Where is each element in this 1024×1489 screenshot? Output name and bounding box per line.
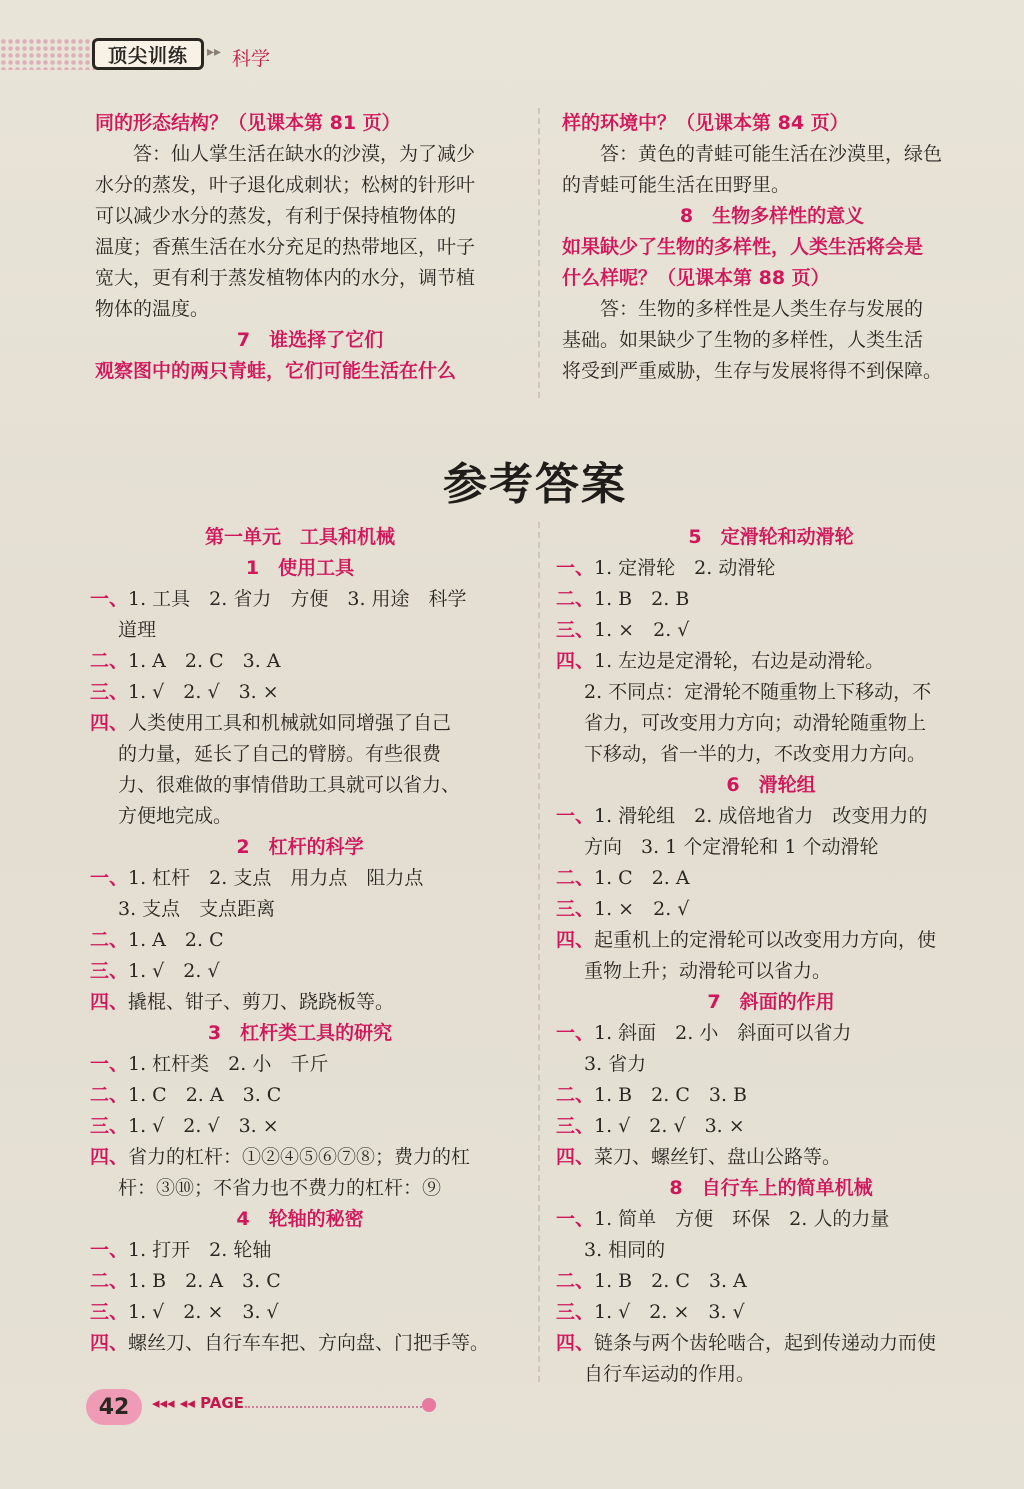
item-text: 1. 斜面 2. 小 斜面可以省力 bbox=[594, 1022, 852, 1044]
section-heading: 3 杠杆类工具的研究 bbox=[207, 1022, 393, 1044]
answer-continuation: 下移动，省一半的力，不改变用力方向。 bbox=[584, 743, 927, 765]
item-text: 1. 杠杆 2. 支点 用力点 阻力点 bbox=[128, 867, 424, 889]
section-heading: 4 轮轴的秘密 bbox=[236, 1208, 364, 1230]
answer-list bbox=[556, 1018, 986, 1173]
answer-item bbox=[556, 1111, 986, 1142]
answer-list bbox=[556, 1204, 986, 1390]
section-heading: 8 自行车上的简单机械 bbox=[669, 1177, 873, 1199]
page-number: 42 bbox=[86, 1389, 142, 1425]
item-text: 1. C 2. A 3. C bbox=[128, 1084, 282, 1106]
answer-line: 温度；香蕉生活在水分充足的热带地区，叶子 bbox=[95, 236, 476, 258]
question-tail: 同的形态结构？（见课本第 81 页） bbox=[95, 112, 401, 134]
answer-item bbox=[556, 646, 986, 677]
answer-item bbox=[556, 1204, 986, 1235]
item-text: 1. √ 2. √ bbox=[128, 960, 220, 982]
answer-continuation: 3. 相同的 bbox=[584, 1239, 666, 1261]
item-number: 三、 bbox=[90, 960, 129, 982]
page-label: ◂◂◂ ◂◂ PAGE bbox=[152, 1394, 244, 1412]
answer-item bbox=[90, 646, 510, 677]
column-divider bbox=[538, 522, 540, 1382]
header-arrow-icon: ▸▸ bbox=[207, 44, 222, 60]
answer-line: 物体的温度。 bbox=[95, 298, 210, 320]
section-heading: 2 杠杆的科学 bbox=[236, 836, 364, 858]
question-tail: 样的环境中？（见课本第 84 页） bbox=[562, 112, 849, 134]
answer-item bbox=[556, 1266, 986, 1297]
item-number: 二、 bbox=[556, 1270, 595, 1292]
answer-continuation: 3. 支点 支点距离 bbox=[118, 898, 276, 920]
answer-continuation: 省力，可改变用力方向；动滑轮随重物上 bbox=[584, 712, 927, 734]
answer-item bbox=[556, 553, 986, 584]
question: 如果缺少了生物的多样性，人类生活将会是 bbox=[562, 236, 924, 258]
item-text: 螺丝刀、自行车车把、方向盘、门把手等。 bbox=[128, 1332, 490, 1354]
answer-item bbox=[90, 987, 510, 1018]
item-text: 1. B 2. C 3. B bbox=[594, 1084, 747, 1106]
item-number: 三、 bbox=[90, 681, 129, 703]
item-number: 二、 bbox=[556, 867, 595, 889]
answer-continuation: 方向 3. 1 个定滑轮和 1 个动滑轮 bbox=[584, 836, 879, 858]
item-number: 一、 bbox=[90, 867, 129, 889]
answer-item bbox=[556, 1080, 986, 1111]
item-number: 二、 bbox=[90, 650, 129, 672]
item-text: 1. B 2. C 3. A bbox=[594, 1270, 747, 1292]
answer-item bbox=[90, 1297, 510, 1328]
answer-list bbox=[556, 553, 986, 770]
item-text: 1. √ 2. √ 3. × bbox=[128, 681, 279, 703]
item-number: 二、 bbox=[556, 588, 595, 610]
answer-line: 水分的蒸发，叶子退化成刺状；松树的针形叶 bbox=[95, 174, 476, 196]
answer-item bbox=[90, 1111, 510, 1142]
answer-line: 的青蛙可能生活在田野里。 bbox=[562, 174, 791, 196]
item-number: 一、 bbox=[90, 1239, 129, 1261]
footer-dot-icon bbox=[422, 1398, 436, 1412]
item-text: 1. 简单 方便 环保 2. 人的力量 bbox=[594, 1208, 890, 1230]
answer-item bbox=[556, 1328, 986, 1359]
answer-item bbox=[556, 1142, 986, 1173]
item-text: 1. × 2. √ bbox=[594, 619, 690, 641]
item-number: 二、 bbox=[90, 929, 129, 951]
answer-continuation: 道理 bbox=[118, 619, 157, 641]
item-text: 1. 杠杆类 2. 小 千斤 bbox=[128, 1053, 329, 1075]
unit-heading: 第一单元 工具和机械 bbox=[204, 526, 395, 548]
item-text: 1. B 2. A 3. C bbox=[128, 1270, 281, 1292]
item-number: 一、 bbox=[556, 805, 595, 827]
item-text: 起重机上的定滑轮可以改变用力方向，使 bbox=[594, 929, 937, 951]
answer-continuation: 杆：③⑩；不省力也不费力的杠杆：⑨ bbox=[118, 1177, 442, 1199]
answer-item bbox=[556, 801, 986, 832]
item-text: 1. 打开 2. 轮轴 bbox=[128, 1239, 272, 1261]
answer-line: 答：生物的多样性是人类生存与发展的 bbox=[600, 298, 924, 320]
answer-list bbox=[90, 584, 510, 832]
item-number: 二、 bbox=[90, 1270, 129, 1292]
answer-item bbox=[556, 584, 986, 615]
answer-line: 将受到严重威胁，生存与发展将得不到保障。 bbox=[562, 360, 943, 382]
answer-continuation: 2. 不同点：定滑轮不随重物上下移动，不 bbox=[584, 681, 932, 703]
item-text: 菜刀、螺丝钉、盘山公路等。 bbox=[594, 1146, 842, 1168]
answer-list bbox=[556, 801, 986, 987]
answer-item bbox=[556, 894, 986, 925]
answer-item bbox=[90, 863, 510, 894]
question: 什么样呢？（见课本第 88 页） bbox=[562, 267, 830, 289]
answer-item bbox=[556, 1297, 986, 1328]
item-text: 人类使用工具和机械就如同增强了自己 bbox=[128, 712, 452, 734]
answer-list bbox=[90, 1235, 510, 1359]
item-text: 1. √ 2. √ 3. × bbox=[594, 1115, 745, 1137]
answer-continuation: 重物上升；动滑轮可以省力。 bbox=[584, 960, 832, 982]
answers-right-column bbox=[556, 522, 986, 1390]
answer-continuation: 的力量，延长了自己的臂膀。有些很费 bbox=[118, 743, 442, 765]
header-dot-pattern bbox=[0, 38, 95, 70]
answer-item bbox=[90, 1049, 510, 1080]
answer-item bbox=[90, 584, 510, 615]
item-text: 1. √ 2. √ 3. × bbox=[128, 1115, 279, 1137]
answers-left-column bbox=[90, 522, 510, 1359]
item-number: 一、 bbox=[90, 1053, 129, 1075]
answer-item bbox=[90, 956, 510, 987]
item-number: 二、 bbox=[90, 1084, 129, 1106]
item-number: 四、 bbox=[90, 1146, 129, 1168]
question: 观察图中的两只青蛙，它们可能生活在什么 bbox=[95, 360, 457, 382]
item-text: 链条与两个齿轮啮合，起到传递动力而使 bbox=[594, 1332, 937, 1354]
answer-item bbox=[556, 615, 986, 646]
item-number: 三、 bbox=[90, 1115, 129, 1137]
answer-item bbox=[556, 925, 986, 956]
answer-list bbox=[90, 863, 510, 1018]
item-number: 三、 bbox=[556, 619, 595, 641]
top-right-column bbox=[562, 108, 982, 387]
series-badge: 顶尖训练 bbox=[92, 38, 204, 70]
item-number: 一、 bbox=[556, 557, 595, 579]
item-text: 1. 工具 2. 省力 方便 3. 用途 科学 bbox=[128, 588, 467, 610]
answer-item bbox=[90, 925, 510, 956]
item-number: 四、 bbox=[90, 1332, 129, 1354]
subject-label: 科学 bbox=[232, 48, 271, 70]
item-text: 1. C 2. A bbox=[594, 867, 690, 889]
answer-continuation: 3. 省力 bbox=[584, 1053, 647, 1075]
answer-item bbox=[90, 1266, 510, 1297]
item-number: 四、 bbox=[556, 929, 595, 951]
section-heading: 7 斜面的作用 bbox=[707, 991, 835, 1013]
section-heading: 7 谁选择了它们 bbox=[236, 329, 384, 351]
answer-line: 答：黄色的青蛙可能生活在沙漠里，绿色 bbox=[600, 143, 943, 165]
answer-item bbox=[90, 1328, 510, 1359]
answer-item bbox=[90, 708, 510, 739]
item-text: 1. √ 2. × 3. √ bbox=[594, 1301, 745, 1323]
top-left-column bbox=[95, 108, 525, 387]
section-heading: 6 滑轮组 bbox=[726, 774, 816, 796]
item-number: 三、 bbox=[556, 898, 595, 920]
item-number: 一、 bbox=[90, 588, 129, 610]
answer-line: 答：仙人掌生活在缺水的沙漠，为了减少 bbox=[133, 143, 476, 165]
item-number: 二、 bbox=[556, 1084, 595, 1106]
answer-line: 宽大，更有利于蒸发植物体内的水分，调节植 bbox=[95, 267, 476, 289]
item-number: 四、 bbox=[556, 650, 595, 672]
answer-item bbox=[90, 1142, 510, 1173]
item-text: 1. B 2. B bbox=[594, 588, 690, 610]
answer-line: 基础。如果缺少了生物的多样性，人类生活 bbox=[562, 329, 924, 351]
item-number: 三、 bbox=[90, 1301, 129, 1323]
section-heading: 1 使用工具 bbox=[245, 557, 355, 579]
item-text: 1. × 2. √ bbox=[594, 898, 690, 920]
item-text: 1. A 2. C bbox=[128, 929, 224, 951]
answer-item bbox=[556, 1018, 986, 1049]
section-heading: 5 定滑轮和动滑轮 bbox=[688, 526, 854, 548]
answer-item bbox=[90, 677, 510, 708]
answer-continuation: 自行车运动的作用。 bbox=[584, 1363, 756, 1385]
answer-continuation: 力、很难做的事情借助工具就可以省力、 bbox=[118, 774, 461, 796]
section-heading: 8 生物多样性的意义 bbox=[679, 205, 865, 227]
answer-line: 可以减少水分的蒸发，有利于保持植物体的 bbox=[95, 205, 457, 227]
item-number: 四、 bbox=[556, 1332, 595, 1354]
answer-item bbox=[90, 1080, 510, 1111]
answer-continuation: 方便地完成。 bbox=[118, 805, 233, 827]
item-number: 三、 bbox=[556, 1115, 595, 1137]
column-divider bbox=[538, 108, 540, 398]
item-number: 一、 bbox=[556, 1208, 595, 1230]
item-text: 1. A 2. C 3. A bbox=[128, 650, 281, 672]
item-number: 一、 bbox=[556, 1022, 595, 1044]
answer-item bbox=[556, 863, 986, 894]
item-number: 四、 bbox=[556, 1146, 595, 1168]
item-number: 四、 bbox=[90, 991, 129, 1013]
item-number: 四、 bbox=[90, 712, 129, 734]
item-text: 1. 滑轮组 2. 成倍地省力 改变用力的 bbox=[594, 805, 928, 827]
item-text: 1. √ 2. × 3. √ bbox=[128, 1301, 279, 1323]
item-text: 1. 定滑轮 2. 动滑轮 bbox=[594, 557, 776, 579]
answer-list bbox=[90, 1049, 510, 1204]
item-number: 三、 bbox=[556, 1301, 595, 1323]
page-title: 参考答案 bbox=[443, 459, 627, 510]
answer-item bbox=[90, 1235, 510, 1266]
item-text: 省力的杠杆：①②④⑤⑥⑦⑧；费力的杠 bbox=[128, 1146, 471, 1168]
footer-dotted-line bbox=[245, 1406, 425, 1408]
item-text: 1. 左边是定滑轮，右边是动滑轮。 bbox=[594, 650, 885, 672]
item-text: 撬棍、钳子、剪刀、跷跷板等。 bbox=[128, 991, 395, 1013]
